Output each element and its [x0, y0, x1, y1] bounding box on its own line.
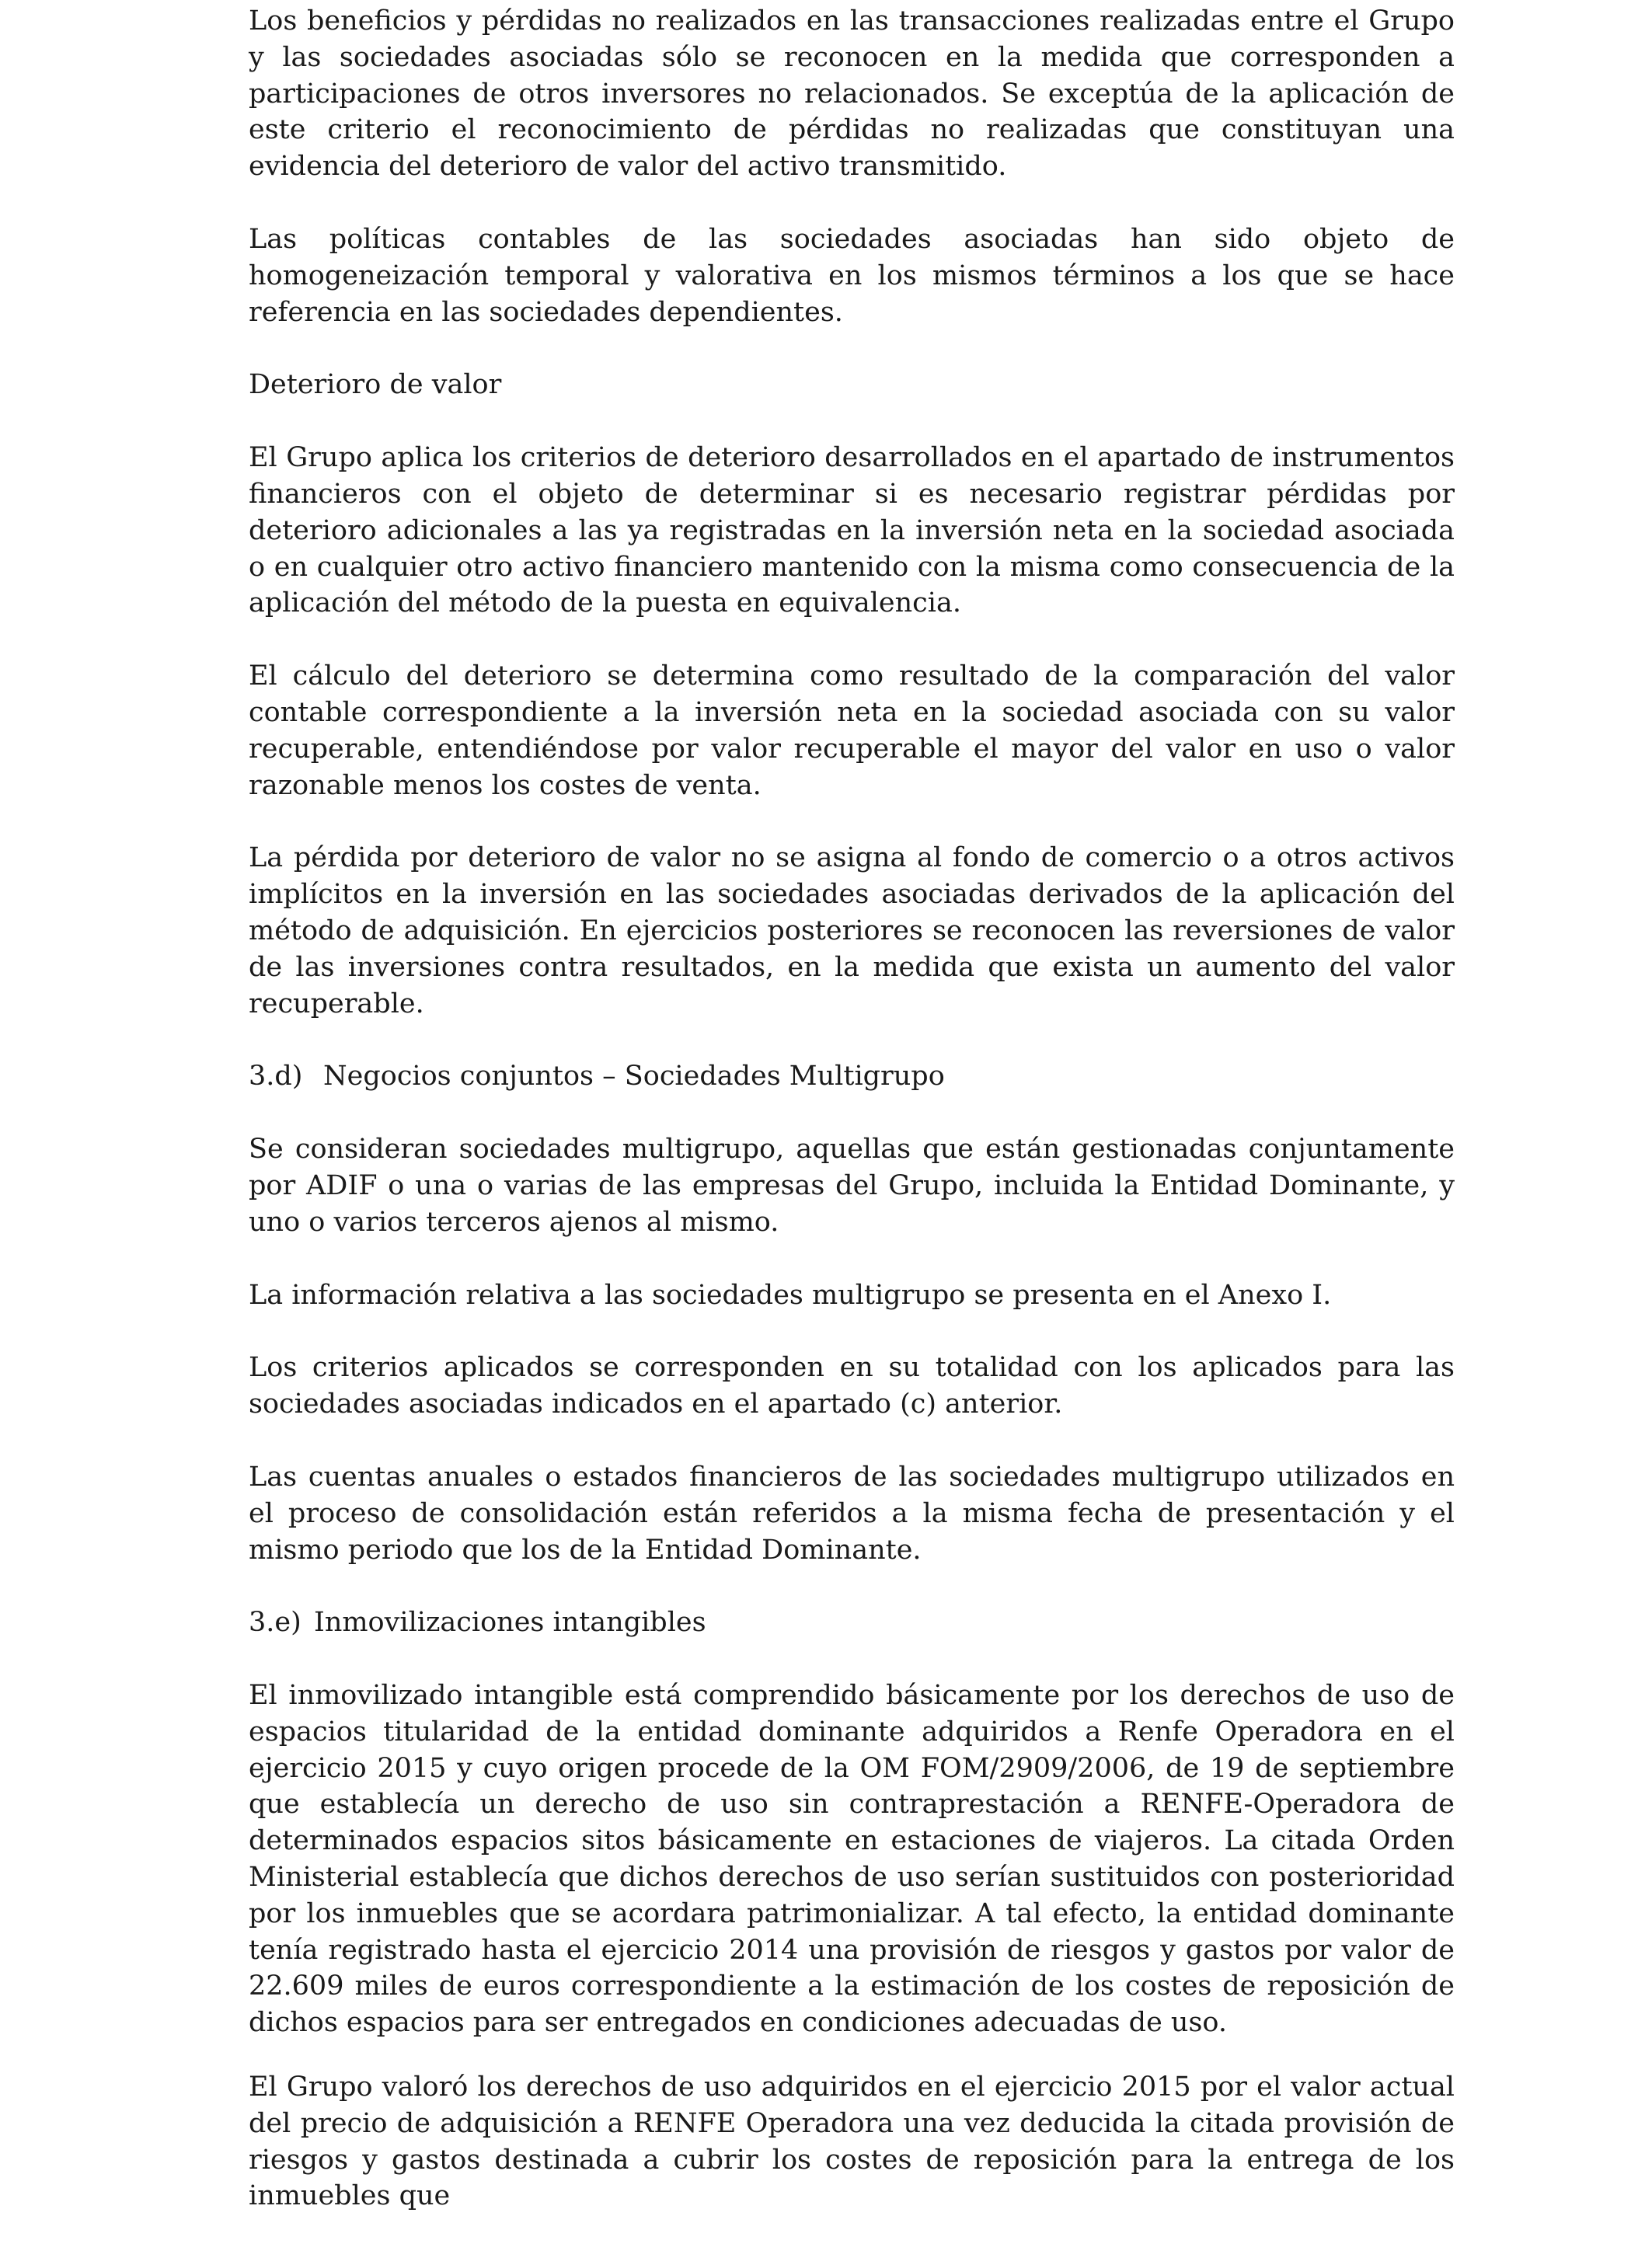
paragraph-rights-valuation: El Grupo valoró los derechos de uso adquiridos en el ejercicio 2015 por el valor actual del precio de adquisición a RENFE Operadora una vez deducida la citada provisión de riesgos y gastos destinada a cubrir los costes de reposición para la entrega de los inmuebles que — [249, 2072, 1455, 2212]
paragraph-unrealized-gains: Los beneficios y pérdidas no realizados en las transacciones realizadas entre el Grupo y las sociedades asociadas sólo se reconocen en la medida que corresponden a participaciones de otros inversores no relacionados. Se exceptúa de la aplicación de este criterio el reconocimiento de pérdidas no realizadas que constituyan una evidencia del deterioro de valor del activo transmitido. — [249, 5, 1455, 183]
paragraph-multigroup-accounts: Las cuentas anuales o estados financieros de las sociedades multigrupo utilizados en el proceso de consolidación están referidos a la misma fecha de presentación y el mismo periodo que los de la Entidad Dominante. — [249, 1461, 1455, 1566]
section-number: 3.e) — [249, 1607, 301, 1639]
section-title: Inmovilizaciones intangibles — [314, 1607, 706, 1639]
paragraph-multigroup-definition: Se consideran sociedades multigrupo, aquellas que están gestionadas conjuntamente por ADIF o una o varias de las empresas del Grupo, incluida la Entidad Dominante, y uno o varios terceros ajenos al mismo. — [249, 1134, 1455, 1238]
paragraph-multigroup-criteria: Los criterios aplicados se corresponden en su totalidad con los aplicados para las sociedades asociadas indicados en el apartado (c) anterior. — [249, 1352, 1455, 1420]
section-heading-3d — [249, 1058, 1455, 1095]
paragraph-impairment-calculation: El cálculo del deterioro se determina como resultado de la comparación del valor contable correspondiente a la inversión neta en la sociedad asociada con su valor recuperable, entendiéndose por valor recuperable el mayor del valor en uso o valor razonable menos los costes de venta. — [249, 660, 1455, 801]
section-title: Negocios conjuntos – Sociedades Multigrupo — [323, 1061, 945, 1092]
paragraph-multigroup-annex: La información relativa a las sociedades multigrupo se presenta en el Anexo I. — [249, 1279, 1332, 1311]
section-number: 3.d) — [249, 1061, 303, 1092]
paragraph-accounting-policies: Las políticas contables de las sociedades asociadas han sido objeto de homogeneización temporal y valorativa en los mismos términos a los que se hace referencia en las sociedades dependientes. — [249, 223, 1455, 328]
paragraph-impairment-loss: La pérdida por deterioro de valor no se asigna al fondo de comercio o a otros activos implícitos en la inversión en las sociedades asociadas derivados de la aplicación del método de adquisición. En ejercicios posteriores se reconocen las reversiones de valor de las inversiones contra resultados, en la medida que exista un aumento del valor recuperable. — [249, 842, 1455, 1019]
document-page — [249, 3, 1455, 2251]
subheading-impairment: Deterioro de valor — [249, 369, 502, 401]
paragraph-intangible-rights: El inmovilizado intangible está comprendido básicamente por los derechos de uso de espacios titularidad de la entidad dominante adquiridos a Renfe Operadora en el ejercicio 2015 y cuyo origen procede de la OM FOM/2909/2006, de 19 de septiembre que establecía un derecho de uso sin contraprestación a RENFE-Operadora de determinados espacios sitos básicamente en estaciones de viajeros. La citada Orden Ministerial establecía que dichos derechos de uso serían sustituidos con posterioridad por los inmuebles que se acordara patrimonializar. A tal efecto, la entidad dominante tenía registrado hasta el ejercicio 2014 una provisión de riesgos y gastos por valor de 22.609 miles de euros correspondiente a la estimación de los costes de reposición de dichos espacios para ser entregados en condiciones adecuadas de uso. — [249, 1680, 1455, 2039]
section-heading-3e — [249, 1605, 1455, 1641]
paragraph-impairment-criteria: El Grupo aplica los criterios de deterioro desarrollados en el apartado de instrumentos financieros con el objeto de determinar si es necesario registrar pérdidas por deterioro adicionales a las ya registradas en la inversión neta en la sociedad asociada o en cualquier otro activo financiero mantenido con la misma como consecuencia de la aplicación del método de la puesta en equivalencia. — [249, 442, 1455, 619]
